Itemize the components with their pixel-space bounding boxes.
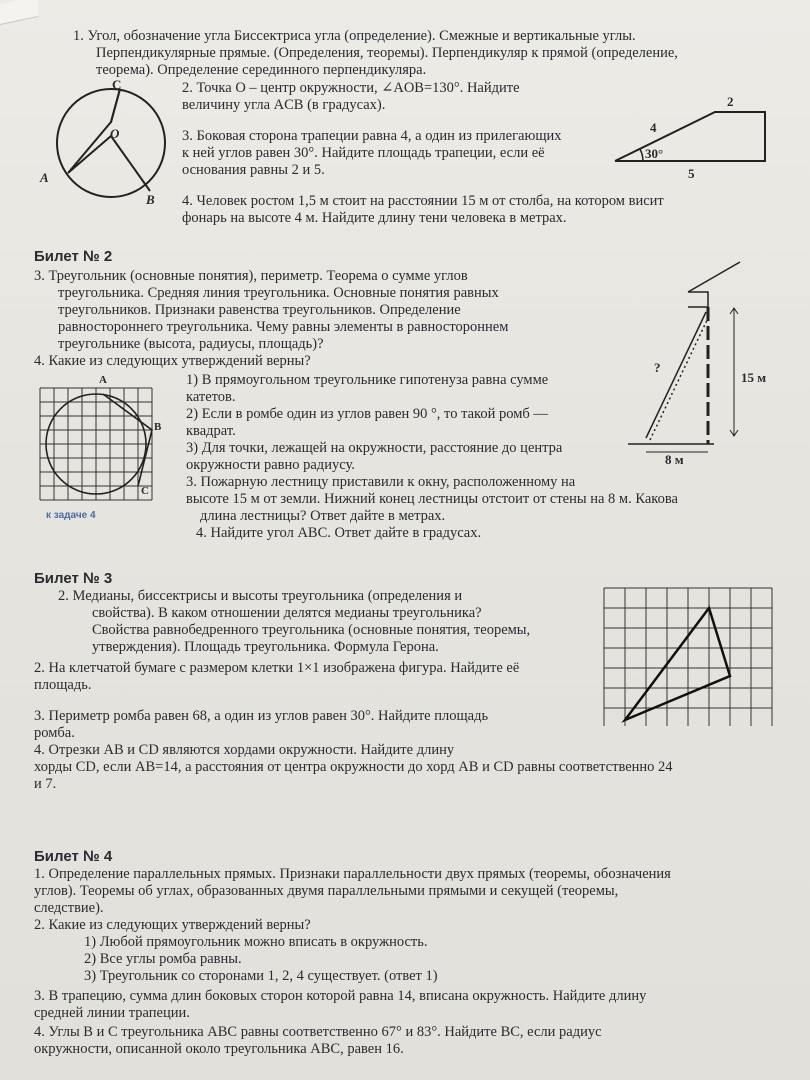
t4-q4-line1: 4. Углы B и C треугольника ABC равны соответственно 67° и 83°. Найдите BC, если радиус <box>34 1024 602 1040</box>
ladder-width-label: 8 м <box>665 452 684 467</box>
t3-q3-line1: 3. Периметр ромба равен 68, а один из углов равен 30°. Найдите площадь <box>34 708 489 724</box>
t1-q4-line1: 4. Человек ростом 1,5 м стоит на расстоянии 15 м от столба, на котором висит <box>182 193 664 209</box>
t1-q1-line2: Перпендикулярные прямые. (Определения, теоремы). Перпендикуляр к прямой (определение, <box>96 45 678 61</box>
t2-s1-line1: 1) В прямоугольном треугольнике гипотенуза равна сумме <box>186 372 549 388</box>
t2-q3-line3: треугольников. Признаки равенства треугольников. Определение <box>58 302 461 318</box>
paper-corner <box>0 0 38 25</box>
label-b: B <box>146 192 155 207</box>
t3-q4-line3: и 7. <box>34 776 57 792</box>
t3-q2-line2: свойства). В каком отношении делятся медианы треугольника? <box>92 605 482 621</box>
t3-q2-line3: Свойства равнобедренного треугольника (основные понятия, теоремы, <box>92 622 531 638</box>
t3-q2-line4: утверждения). Площадь треугольника. Формула Герона. <box>92 639 439 655</box>
ladder-figure <box>628 262 778 452</box>
ladder-unknown-label: ? <box>654 360 661 375</box>
t3-q2b-line2: площадь. <box>34 677 92 693</box>
t2-q3-line1: 3. Треугольник (основные понятия), периметр. Теорема о сумме углов <box>34 268 468 284</box>
label-a: A <box>40 170 49 185</box>
label-c: C <box>112 77 122 92</box>
t1-q3-line2: к ней углов равен 30°. Найдите площадь трапеции, если её <box>182 145 545 161</box>
t4-q3-line1: 3. В трапецию, сумма длин боковых сторон которой равна 14, вписана окружность. Найдите длину <box>34 988 647 1004</box>
t4-s3: 3) Треугольник со сторонами 1, 2, 4 существует. (ответ 1) <box>84 968 438 984</box>
t4-s2: 2) Все углы ромба равны. <box>84 951 242 967</box>
ticket-2-title: Билет № 2 <box>34 248 113 265</box>
t3-q2b-line1: 2. На клетчатой бумаге с размером клетки 1×1 изображена фигура. Найдите её <box>34 660 520 676</box>
trap-angle-label: 30° <box>645 146 664 161</box>
t4-q3-line2: средней линии трапеции. <box>34 1005 190 1021</box>
t2-q3-line4: равностороннего треугольника. Чему равны элементы в равностороннем <box>58 319 509 335</box>
t1-q3-line3: основания равны 2 и 5. <box>182 162 325 178</box>
t1-q4-line2: фонарь на высоте 4 м. Найдите длину тени человека в метрах. <box>182 210 567 226</box>
t3-q3-line2: ромба. <box>34 725 75 741</box>
t1-q3-line1: 3. Боковая сторона трапеции равна 4, а один из прилегающих <box>182 128 562 144</box>
t4-q2: 2. Какие из следующих утверждений верны? <box>34 917 311 933</box>
t2-s2-line1: 2) Если в ромбе один из углов равен 90 °, то такой ромб — <box>186 406 548 422</box>
t3-q4-line2: хорды CD, если AB=14, а расстояния от центра окружности до хорд AB и CD равны соответственно 24 <box>34 759 673 775</box>
t2-q3b-line1: 3. Пожарную лестницу приставили к окну, расположенному на <box>186 474 576 490</box>
t2-s3-line1: 3) Для точки, лежащей на окружности, расстояние до центра <box>186 440 563 456</box>
triangle-grid-figure <box>604 588 774 728</box>
label-o: O <box>110 126 120 141</box>
t2-s1-line2: катетов. <box>186 389 236 405</box>
trap-side-label: 4 <box>650 120 657 135</box>
t1-q1-line3: теорема). Определение серединного перпендикуляра. <box>96 62 427 78</box>
t2-q3b-line2: высоте 15 м от земли. Нижний конец лестницы отстоит от стены на 8 м. Какова <box>186 491 678 507</box>
t2-s2-line2: квадрат. <box>186 423 236 439</box>
t1-q2-line1: 2. Точка O – центр окружности, ∠AOB=130°. Найдите <box>182 80 520 96</box>
t4-q4-line2: окружности, описанной около треугольника ABC, равен 16. <box>34 1041 404 1057</box>
t2-q4: 4. Какие из следующих утверждений верны? <box>34 353 311 369</box>
t4-q1-line1: 1. Определение параллельных прямых. Признаки параллельности двух прямых (теоремы, обозначения <box>34 866 671 882</box>
t3-q4-line1: 4. Отрезки AB и CD являются хордами окружности. Найдите длину <box>34 742 455 758</box>
trap-top-label: 2 <box>727 94 734 109</box>
t4-q1-line3: следствие). <box>34 900 104 916</box>
t1-q1-line1: 1. Угол, обозначение угла Биссектриса угла (определение). Смежные и вертикальные углы. <box>73 28 636 44</box>
t2-s3-line2: окружности равно радиусу. <box>186 457 355 473</box>
ticket-4-title: Билет № 4 <box>34 848 113 865</box>
t1-q2-line2: величину угла ACB (в градусах). <box>182 97 386 113</box>
grid-caption: к задаче 4 <box>46 510 96 521</box>
t2-q3-line5: треугольнике (высота, радиусы, площадь)? <box>58 336 324 352</box>
trapezoid-figure <box>615 104 790 164</box>
trap-bottom-label: 5 <box>688 166 695 181</box>
grid-label-a: A <box>99 374 107 386</box>
ladder-height-label: 15 м <box>741 370 767 385</box>
grid-label-b: B <box>154 421 162 433</box>
t3-q2-line1: 2. Медианы, биссектрисы и высоты треугольника (определения и <box>58 588 463 604</box>
t2-q3-line2: треугольника. Средняя линия треугольника. Основные понятия равных <box>58 285 499 301</box>
grid-label-c: C <box>141 485 149 497</box>
t4-s1: 1) Любой прямоугольник можно вписать в окружность. <box>84 934 428 950</box>
circle-figure <box>36 78 176 208</box>
t2-q4b: 4. Найдите угол ABC. Ответ дайте в градусах. <box>196 525 482 541</box>
ticket-3-title: Билет № 3 <box>34 570 113 587</box>
t2-q3b-line3: длина лестницы? Ответ дайте в метрах. <box>200 508 446 524</box>
t4-q1-line2: углов). Теоремы об углах, образованных двумя параллельными прямыми и секущей (теоремы, <box>34 883 619 899</box>
